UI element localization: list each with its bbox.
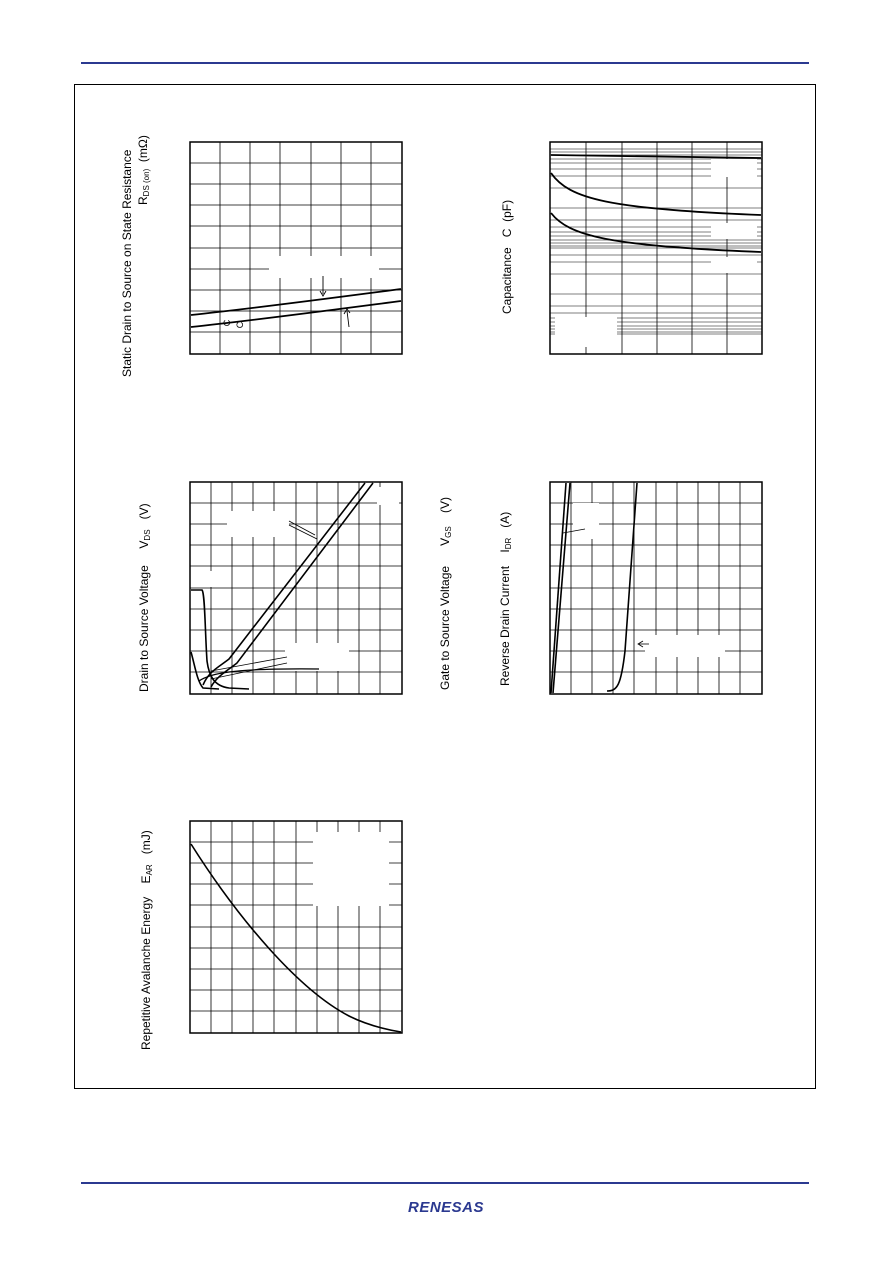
ear-legend-box [313, 832, 389, 906]
reverse-drain-chart [549, 481, 763, 695]
bottom-rule [81, 1182, 809, 1184]
rds-legend-box [269, 256, 379, 278]
avalanche-chart [189, 820, 403, 1034]
renesas-logo: RENESAS [407, 1199, 485, 1216]
switching-chart [189, 481, 403, 695]
top-rule [81, 62, 809, 64]
rds-curve-label-1: C [222, 319, 232, 327]
capacitance-chart [549, 141, 763, 355]
rds-on-chart [189, 141, 403, 355]
cap-legend-box [555, 317, 617, 347]
rds-curve-label-2: C [235, 321, 245, 329]
